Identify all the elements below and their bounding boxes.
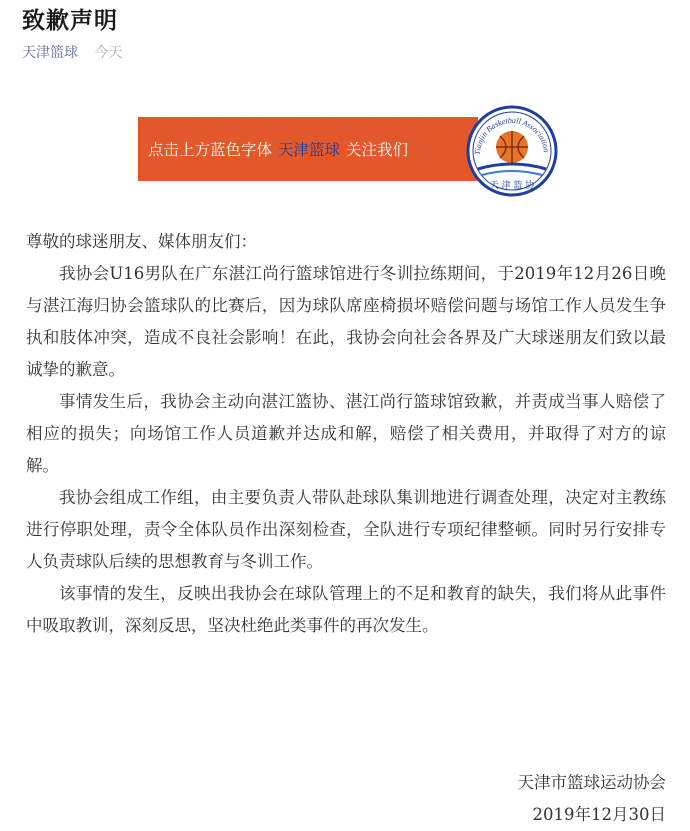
paragraph-2: 事情发生后，我协会主动向湛江篮协、湛江尚行篮球馆致歉，并责成当事人赔偿了相应的损失；向场馆工作人员道歉并达成和解，赔偿了相关费用，并取得了对方的谅解。 [26, 392, 666, 475]
banner-suffix: 关注我们 [346, 141, 409, 159]
account-name-link[interactable]: 天津篮球 [22, 45, 78, 61]
banner-highlight[interactable]: 天津篮球 [278, 141, 341, 159]
post-date: 今天 [94, 45, 123, 61]
banner-strip[interactable] [138, 117, 478, 181]
follow-banner[interactable] [138, 103, 558, 203]
signature-block [518, 767, 667, 831]
signature-date: 2019年12月30日 [532, 805, 666, 824]
paragraph-3: 我协会组成工作组，由主要负责人带队赴球队集训地进行调查处理，决定对主教练进行停职处理，责令全体队员作出深刻检查，全队进行专项纪律整顿。同时另行安排专人负责球队后续的思想教育与冬训工作。 [26, 488, 666, 571]
banner-prefix: 点击上方蓝色字体 [148, 141, 273, 159]
signature-org: 天津市篮球运动协会 [517, 773, 666, 792]
greeting: 尊敬的球迷朋友、媒体朋友们： [26, 232, 257, 251]
post-meta [22, 42, 122, 62]
logo-arc-text: Tianjin Basketball Association [472, 115, 551, 156]
association-logo-icon [466, 103, 558, 198]
paragraph-4: 该事情的发生，反映出我协会在球队管理上的不足和教育的缺失，我们将从此事件中吸取教训，深刻反思，坚决杜绝此类事件的再次发生。 [26, 584, 666, 635]
page-title: 致歉声明 [22, 8, 118, 34]
paragraph-1: 我协会U16男队在广东湛江尚行篮球馆进行冬训拉练期间，于2019年12月26日晚与湛江海归协会篮球队的比赛后，因为球队席座椅损坏赔偿问题与场馆工作人员发生争执和肢体冲突，造成不良社会影响！在此，我协会向社会各界及广大球迷朋友们致以最诚挚的歉意。 [26, 264, 666, 379]
logo-bottom-text: 天 津 篮 协 [489, 181, 535, 191]
article-body [26, 226, 666, 642]
